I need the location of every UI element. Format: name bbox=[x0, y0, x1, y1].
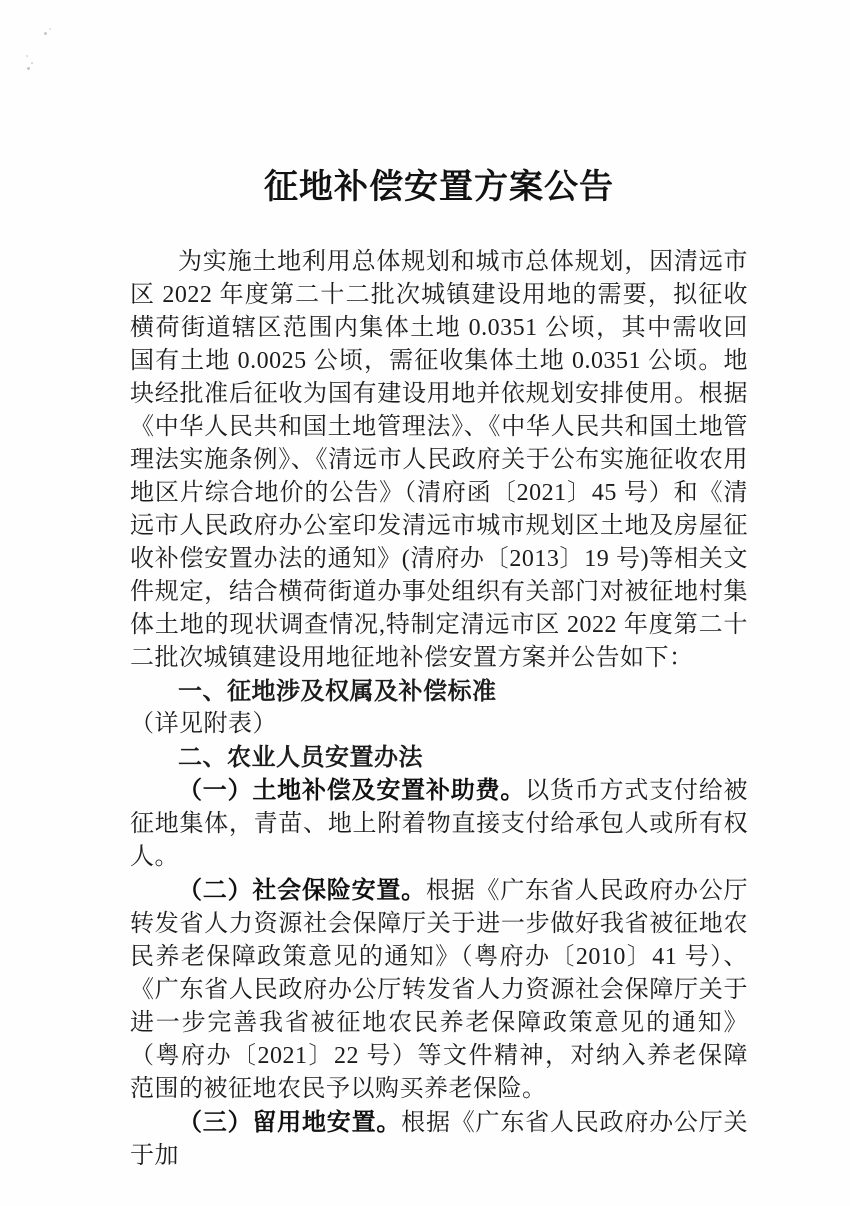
scan-speck bbox=[31, 62, 33, 64]
section-heading-1: 一、征地涉及权属及补偿标准 bbox=[178, 678, 497, 705]
item-1-text: 以货币方式支付给被征地集体，青苗、地上附着物直接支付给承包人或所有权人。 bbox=[130, 778, 749, 870]
scan-speck bbox=[49, 28, 51, 30]
item-3-lead: （三）留用地安置。 bbox=[178, 1109, 402, 1136]
document-body bbox=[130, 166, 748, 1173]
item-3-paragraph bbox=[130, 1106, 748, 1173]
document-title: 征地补偿安置方案公告 bbox=[264, 169, 614, 206]
item-2-text: 根据《广东省人民政府办公厅转发省人力资源社会保障厅关于进一步做好我省被征地农民养老保障政策意见的通知》（粤府办〔2010〕41 号）、《广东省人民政府办公厅转发省人力资源社会保障厅关于进一步完善我省被征地农民养老保障政策意见的通知》（粤府办〔2021〕22 号）等文件精神，对纳入养老保障范围的被征地农民予以购买养老保险。 bbox=[130, 878, 749, 1102]
scan-speck bbox=[27, 67, 30, 70]
item-1-lead: （一）土地补偿及安置补助费。 bbox=[178, 777, 526, 804]
item-2-lead: （二）社会保险安置。 bbox=[178, 877, 426, 904]
attachment-note: （详见附表） bbox=[130, 711, 277, 737]
section-heading-2: 二、农业人员安置办法 bbox=[178, 744, 423, 771]
item-3-text: 根据《广东省人民政府办公厅关于加 bbox=[130, 1110, 749, 1169]
item-2-paragraph bbox=[130, 874, 748, 1106]
scan-speck bbox=[26, 55, 28, 57]
intro-paragraph: 为实施土地利用总体规划和城市总体规划，因清远市区 2022 年度第二十二批次城镇建设用地的需要，拟征收横荷街道辖区范围内集体土地 0.0351 公顷，其中需收回国有土地 0.0025 公顷，需征收集体土地 0.0351 公顷。地块经批准后征收为国有建设用地并依规划安排使用。根据《中华人民共和国土地管理法》、《中华人民共和国土地管理法实施条例》、《清远市人民政府关于公布实施征收农用地区片综合地价的公告》（清府函〔2021〕45 号）和《清远市人民政府办公室印发清远市城市规划区土地及房屋征收补偿安置办法的通知》(清府办〔2013〕19 号)等相关文件规定，结合横荷街道办事处组织有关部门对被征地村集体土地的现状调查情况,特制定清远市区 2022 年度第二十二批次城镇建设用地征地补偿安置方案并公告如下： bbox=[130, 249, 748, 671]
item-1-paragraph bbox=[130, 774, 748, 874]
scan-speck bbox=[44, 32, 47, 35]
